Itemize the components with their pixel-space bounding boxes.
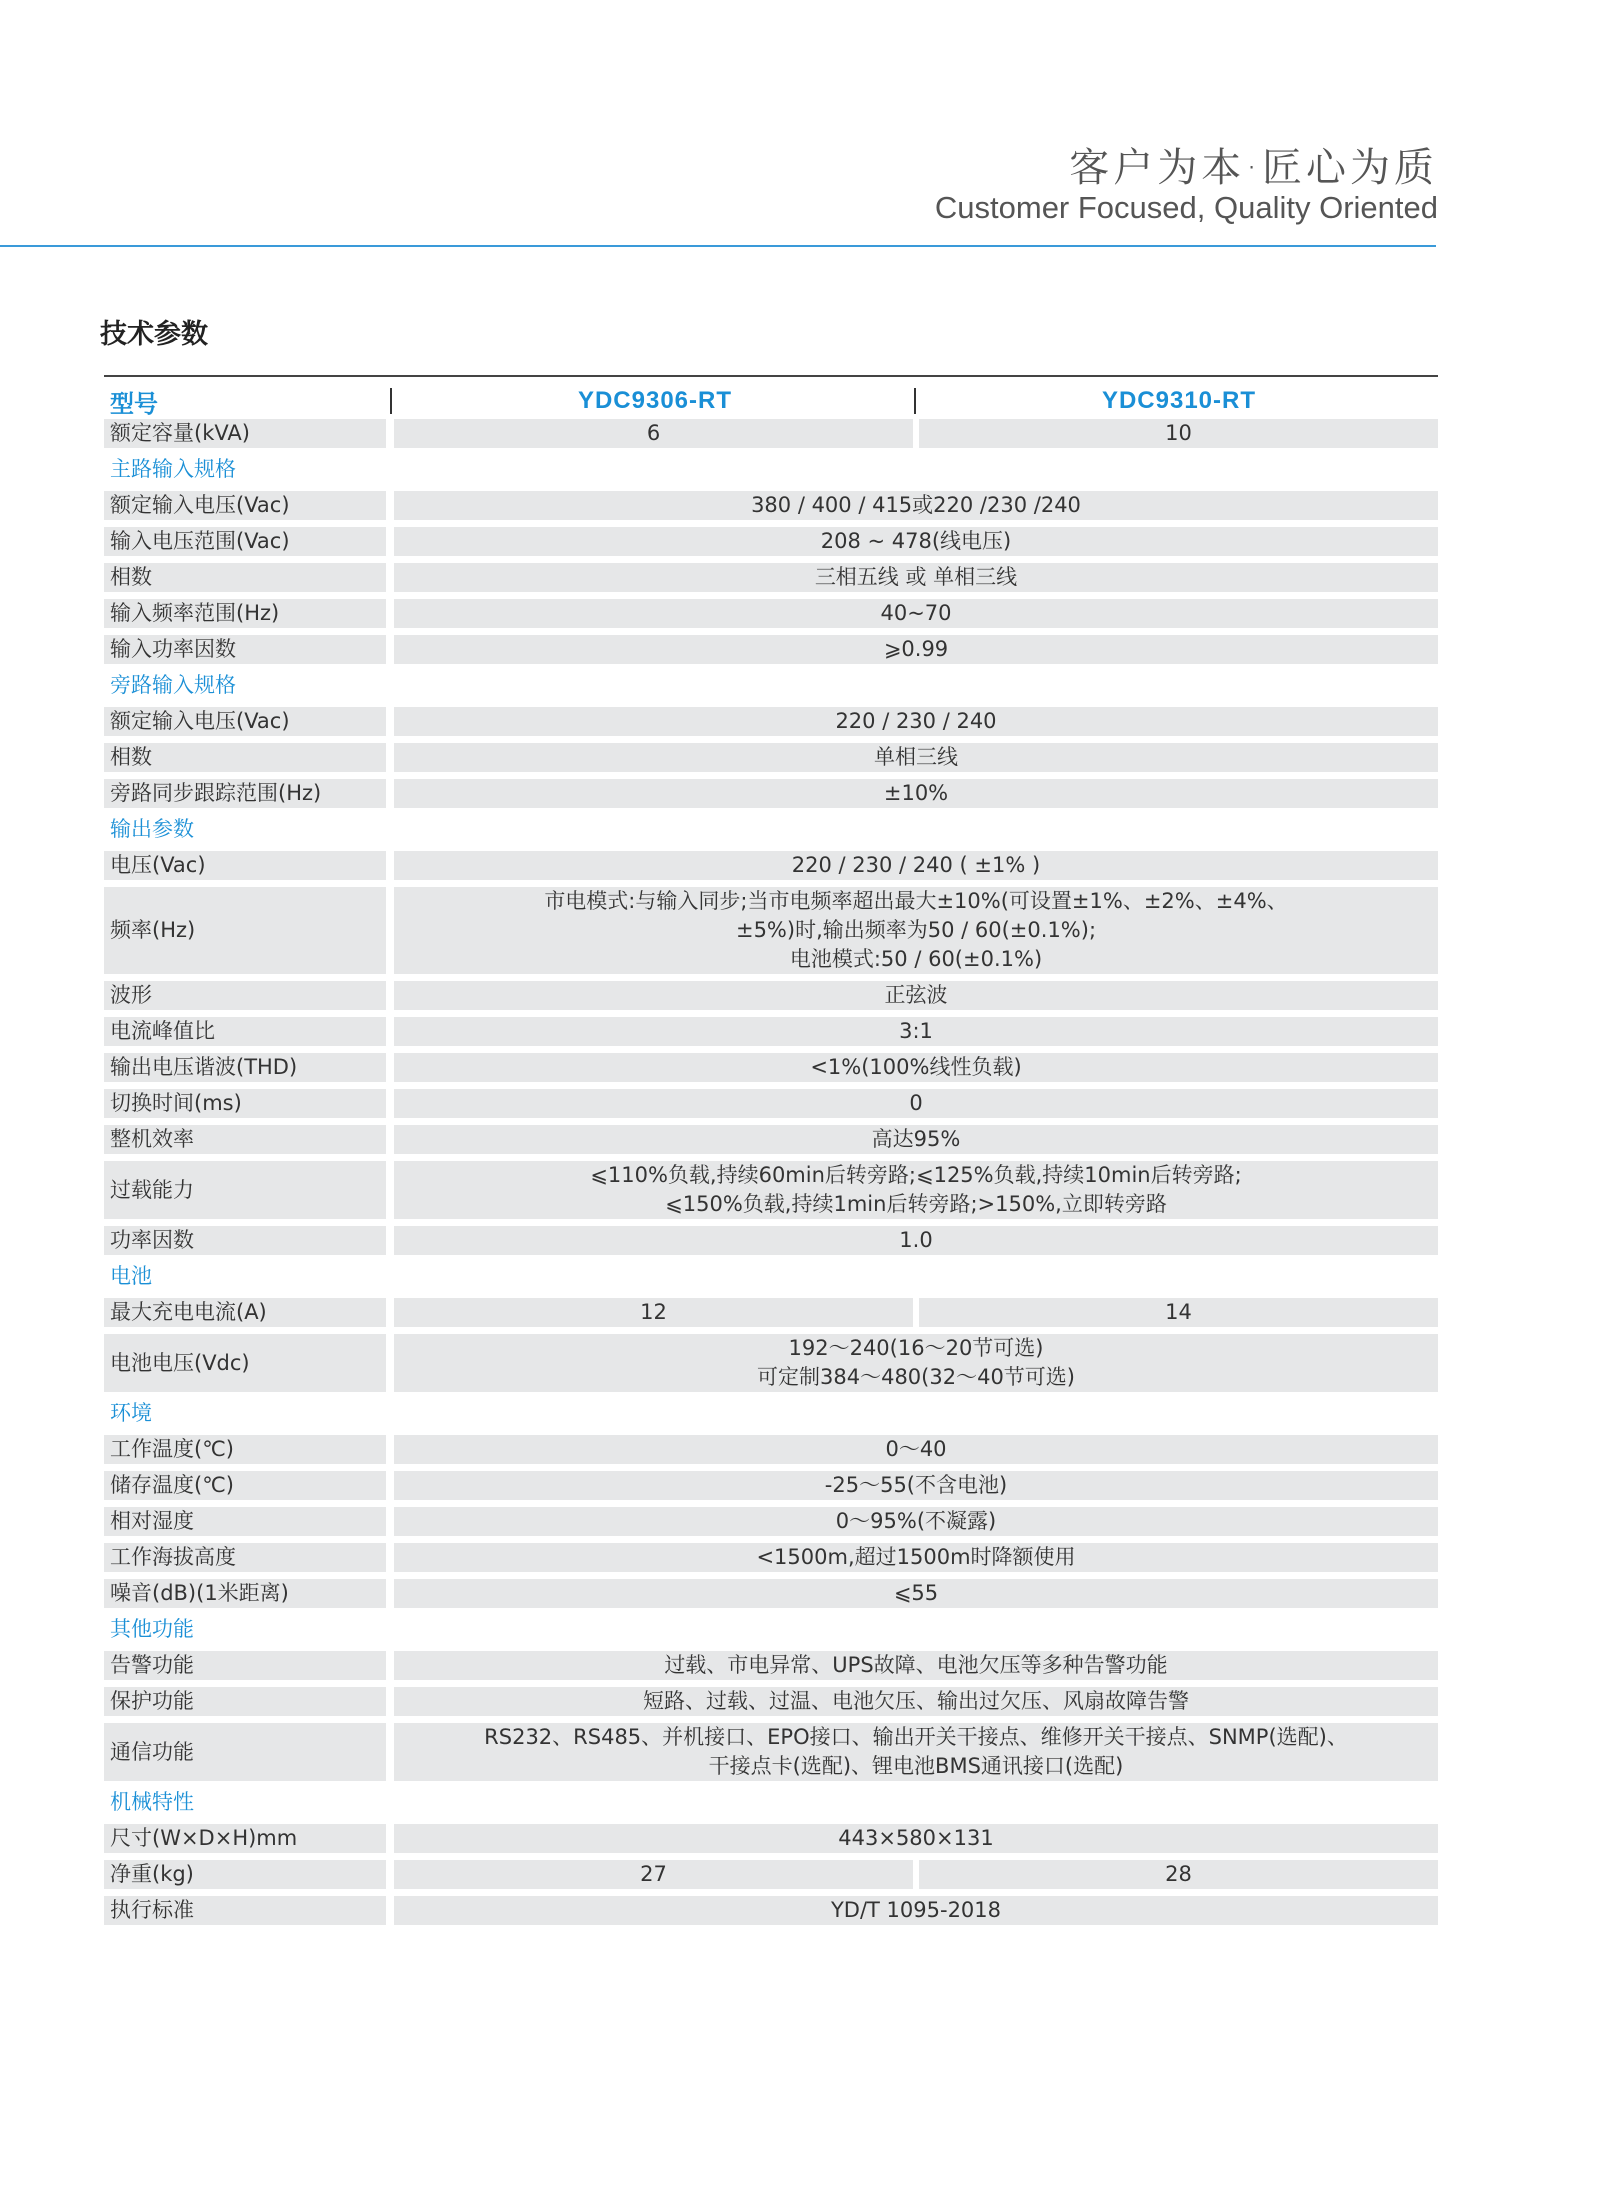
- category-title: 主路输入规格: [110, 457, 236, 481]
- table-header: [104, 383, 1438, 419]
- spec-value-line: 正弦波: [884, 983, 948, 1007]
- group-main-input: [104, 455, 1438, 664]
- spec-row: [104, 1896, 1438, 1925]
- table-top-rule: [104, 375, 1438, 377]
- spec-value-line: YD/T 1095-2018: [830, 1898, 1002, 1922]
- spec-row: [104, 1089, 1438, 1118]
- spec-row: [104, 1161, 1438, 1219]
- spec-row: [104, 1687, 1438, 1716]
- spec-row: [104, 1334, 1438, 1392]
- spec-label: 过载能力: [104, 1161, 386, 1219]
- spec-value-line: ⩽110%负载,持续60min后转旁路;⩽125%负载,持续10min后转旁路;: [590, 1163, 1242, 1187]
- slogan-chinese: 客户为本·匠心为质: [1069, 145, 1438, 191]
- group-other-functions: [104, 1615, 1438, 1781]
- spec-row: [104, 1651, 1438, 1680]
- spec-value: [394, 1471, 1438, 1500]
- spec-value: [394, 563, 1438, 592]
- slogan-english: Customer Focused, Quality Oriented: [934, 190, 1438, 225]
- spec-value-line: 1.0: [899, 1228, 933, 1252]
- spec-label: 输出电压谐波(THD): [104, 1053, 386, 1082]
- category-title: 电池: [110, 1264, 152, 1288]
- spec-row: [104, 1471, 1438, 1500]
- spec-value: [394, 851, 1438, 880]
- spec-label: 相对湿度: [104, 1507, 386, 1536]
- spec-value-line: 192～240(16～20节可选): [788, 1336, 1044, 1360]
- spec-label: 输入电压范围(Vac): [104, 527, 386, 556]
- spec-value-line: 220 / 230 / 240 ( ±1% ): [791, 853, 1041, 877]
- spec-value-line: <1500m,超过1500m时降额使用: [756, 1545, 1076, 1569]
- spec-label: 功率因数: [104, 1226, 386, 1255]
- model-header-label: 型号: [110, 389, 158, 418]
- spec-value-line: 380 / 400 / 415或220 /230 /240: [751, 493, 1081, 517]
- spec-row: [104, 1125, 1438, 1154]
- spec-value-line: ⩾0.99: [883, 637, 949, 661]
- spec-row: [104, 1017, 1438, 1046]
- spec-label: 额定输入电压(Vac): [104, 491, 386, 520]
- spec-row: [104, 1860, 1438, 1889]
- spec-row: [104, 981, 1438, 1010]
- spec-value: [394, 1017, 1438, 1046]
- spec-row: [104, 851, 1438, 880]
- spec-value-line: <1%(100%线性负载): [810, 1055, 1022, 1079]
- spec-value-line: 443×580×131: [838, 1826, 994, 1850]
- spec-row: [104, 1435, 1438, 1464]
- spec-label: 相数: [104, 563, 386, 592]
- spec-value-line: ±10%: [883, 781, 949, 805]
- spec-label: 储存温度(℃): [104, 1471, 386, 1500]
- spec-value: 6: [394, 419, 913, 448]
- spec-label: 波形: [104, 981, 386, 1010]
- spec-label: 执行标准: [104, 1896, 386, 1925]
- spec-value-line: 过载、市电异常、UPS故障、电池欠压等多种告警功能: [664, 1653, 1168, 1677]
- spec-value: 14: [919, 1298, 1438, 1327]
- spec-value: 28: [919, 1860, 1438, 1889]
- group-environment: [104, 1399, 1438, 1608]
- spec-value: [394, 1161, 1438, 1219]
- spec-value: [394, 1543, 1438, 1572]
- category-title: 环境: [110, 1401, 152, 1425]
- spec-value: [394, 1507, 1438, 1536]
- spec-row: [104, 779, 1438, 808]
- category-title: 旁路输入规格: [110, 673, 236, 697]
- spec-value: [394, 1579, 1438, 1608]
- spec-value: [394, 1723, 1438, 1781]
- spec-value-line: 0: [909, 1091, 923, 1115]
- spec-row: [104, 887, 1438, 974]
- spec-value: [394, 635, 1438, 664]
- spec-value-line: 干接点卡(选配)、锂电池BMS通讯接口(选配): [708, 1754, 1124, 1778]
- spec-value: [394, 743, 1438, 772]
- spec-row: [104, 1507, 1438, 1536]
- spec-value: 10: [919, 419, 1438, 448]
- spec-value-line: ⩽55: [893, 1581, 939, 1605]
- spec-label: 电流峰值比: [104, 1017, 386, 1046]
- spec-table: [104, 383, 1438, 1932]
- spec-value-line: 可定制384～480(32～40节可选): [757, 1365, 1075, 1389]
- spec-value-line: -25～55(不含电池): [824, 1473, 1008, 1497]
- spec-label: 输入功率因数: [104, 635, 386, 664]
- spec-label: 切换时间(ms): [104, 1089, 386, 1118]
- spec-label: 保护功能: [104, 1687, 386, 1716]
- spec-row: [104, 599, 1438, 628]
- spec-value: 27: [394, 1860, 913, 1889]
- spec-value-line: 0～40: [885, 1437, 947, 1461]
- spec-value-line: 220 / 230 / 240: [835, 709, 997, 733]
- spec-label: 尺寸(W×D×H)mm: [104, 1824, 386, 1853]
- spec-row: [104, 1543, 1438, 1572]
- spec-value: [394, 599, 1438, 628]
- spec-label: 整机效率: [104, 1125, 386, 1154]
- category-title: 其他功能: [110, 1617, 194, 1641]
- spec-value: [394, 1435, 1438, 1464]
- spec-row: [104, 1226, 1438, 1255]
- spec-value: 12: [394, 1298, 913, 1327]
- spec-label: 最大充电电流(A): [104, 1298, 386, 1327]
- spec-value: [394, 1053, 1438, 1082]
- spec-label: 额定容量(kVA): [104, 419, 386, 448]
- spec-label: 额定输入电压(Vac): [104, 707, 386, 736]
- model-name: YDC9310-RT: [1101, 387, 1257, 414]
- spec-label: 通信功能: [104, 1723, 386, 1781]
- spec-label: 旁路同步跟踪范围(Hz): [104, 779, 386, 808]
- spec-value: [394, 1125, 1438, 1154]
- spec-value: [394, 491, 1438, 520]
- spec-row: [104, 491, 1438, 520]
- group-bypass-input: [104, 671, 1438, 808]
- model-name: YDC9306-RT: [577, 387, 733, 414]
- spec-row: [104, 1723, 1438, 1781]
- spec-value-line: 单相三线: [874, 745, 958, 769]
- spec-label: 噪音(dB)(1米距离): [104, 1579, 386, 1608]
- spec-value-line: 3:1: [899, 1019, 933, 1043]
- spec-row: [104, 635, 1438, 664]
- spec-label: 告警功能: [104, 1651, 386, 1680]
- spec-label: 净重(kg): [104, 1860, 386, 1889]
- spec-label: 相数: [104, 743, 386, 772]
- spec-row: [104, 1298, 1438, 1327]
- spec-label: 工作海拔高度: [104, 1543, 386, 1572]
- spec-value-line: 市电模式:与输入同步;当市电频率超出最大±10%(可设置±1%、±2%、±4%、: [544, 889, 1288, 913]
- header-divider: [0, 245, 1436, 247]
- spec-row: [104, 1053, 1438, 1082]
- spec-value: [394, 1687, 1438, 1716]
- spec-label: 电压(Vac): [104, 851, 386, 880]
- spec-value: [394, 1824, 1438, 1853]
- spec-row: [104, 563, 1438, 592]
- spec-value: [394, 1089, 1438, 1118]
- category-title: 机械特性: [110, 1790, 194, 1814]
- category-title: 输出参数: [110, 817, 194, 841]
- spec-label: 工作温度(℃): [104, 1435, 386, 1464]
- spec-value: [394, 1651, 1438, 1680]
- spec-row: [104, 1579, 1438, 1608]
- section-title: 技术参数: [100, 319, 208, 350]
- spec-row: [104, 419, 1438, 448]
- spec-value: [394, 1334, 1438, 1392]
- spec-value: [394, 707, 1438, 736]
- spec-value-line: RS232、RS485、并机接口、EPO接口、输出开关干接点、维修开关干接点、SNMP(选配)、: [484, 1725, 1348, 1749]
- spec-row: [104, 743, 1438, 772]
- spec-label: 电池电压(Vdc): [104, 1334, 386, 1392]
- group-output: [104, 815, 1438, 1255]
- spec-label: 频率(Hz): [104, 887, 386, 974]
- spec-value: [394, 1896, 1438, 1925]
- spec-label: 输入频率范围(Hz): [104, 599, 386, 628]
- spec-value-line: 40~70: [880, 601, 952, 625]
- spec-value-line: 电池模式:50 / 60(±0.1%): [789, 947, 1043, 971]
- spec-value-line: 短路、过载、过温、电池欠压、输出过欠压、风扇故障告警: [643, 1689, 1189, 1713]
- spec-value-line: 0～95%(不凝露): [835, 1509, 997, 1533]
- spec-value: [394, 779, 1438, 808]
- spec-row: [104, 527, 1438, 556]
- spec-row: [104, 707, 1438, 736]
- spec-row: [104, 1824, 1438, 1853]
- spec-value: [394, 1226, 1438, 1255]
- spec-value-line: 208 ~ 478(线电压): [820, 529, 1012, 553]
- spec-value-line: 三相五线 或 单相三线: [814, 565, 1018, 589]
- spec-value: [394, 527, 1438, 556]
- spec-value: [394, 981, 1438, 1010]
- spec-value-line: ⩽150%负载,持续1min后转旁路;>150%,立即转旁路: [665, 1192, 1167, 1216]
- spec-value-line: ±5%)时,输出频率为50 / 60(±0.1%);: [735, 918, 1097, 942]
- spec-value-line: 高达95%: [871, 1127, 961, 1151]
- spec-value: [394, 887, 1438, 974]
